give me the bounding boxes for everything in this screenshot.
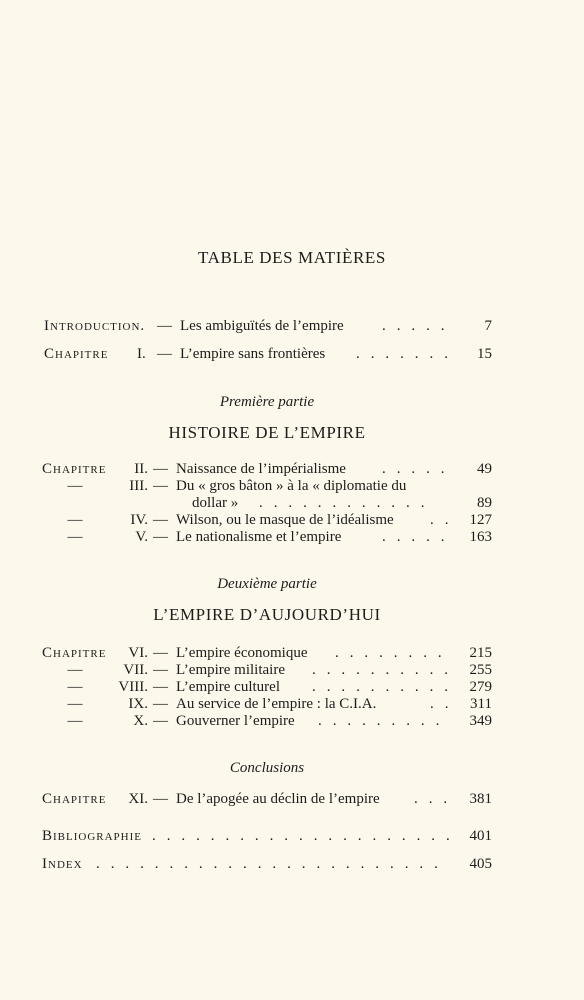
part-label: Deuxième partie <box>217 576 317 592</box>
toc-entry-index <box>0 856 584 874</box>
page-number: 279 <box>469 679 492 695</box>
entry-title: Les ambiguïtés de l’empire <box>180 318 344 334</box>
toc-entry-chapter-3 <box>0 478 584 496</box>
leader-dots: . . . . . . . . . . . . . . . . . . . . . <box>152 828 454 844</box>
part-title: HISTOIRE DE L’EMPIRE <box>168 423 366 442</box>
page-number: 163 <box>469 529 492 545</box>
entry-separator: — <box>153 512 168 528</box>
entry-label: Chapitre <box>42 461 107 477</box>
page-number: 15 <box>477 346 492 362</box>
part-label: Conclusions <box>229 760 305 776</box>
entry-label: — <box>67 696 83 712</box>
entry-label: — <box>67 529 83 545</box>
chapter-number: II. <box>134 461 148 477</box>
page-number: 405 <box>469 856 492 872</box>
leader-dots: . . . . . . . . . . <box>312 662 452 678</box>
chapter-number: VIII. <box>118 679 148 695</box>
entry-label: Bibliographie <box>42 828 142 844</box>
entry-title: Gouverner l’empire <box>176 713 295 729</box>
entry-separator: — <box>153 791 168 807</box>
entry-label: Index <box>42 856 83 872</box>
page-number: 255 <box>469 662 492 678</box>
leader-dots: . . . . . . . . . <box>318 713 443 729</box>
entry-label: Chapitre <box>44 346 109 362</box>
leader-dots: . . <box>430 512 453 528</box>
toc-entry-chapter-10 <box>0 713 584 731</box>
toc-entry-chapter-4 <box>0 512 584 530</box>
entry-title: Naissance de l’impérialisme <box>176 461 346 477</box>
entry-title: Au service de l’empire : la C.I.A. <box>176 696 377 712</box>
page-number: 127 <box>469 512 492 528</box>
page-number: 89 <box>477 495 492 511</box>
entry-separator: — <box>153 679 168 695</box>
entry-separator: — <box>153 645 168 661</box>
entry-title: L’empire culturel <box>176 679 280 695</box>
toc-entry-chapter-2 <box>0 461 584 479</box>
toc-entry-chapter-8 <box>0 679 584 697</box>
leader-dots: . . . . . . . . . . . . <box>259 495 429 511</box>
part-label: Première partie <box>219 394 315 410</box>
entry-separator: — <box>153 461 168 477</box>
page-number: 311 <box>470 696 492 712</box>
entry-title: L’empire économique <box>176 645 308 661</box>
toc-title: TABLE DES MATIÈRES <box>198 248 386 267</box>
entry-separator: — <box>153 478 168 494</box>
entry-label: — <box>67 478 83 494</box>
entry-label: Introduction. <box>44 318 146 334</box>
page-number: 49 <box>477 461 492 477</box>
chapter-number: IX. <box>128 696 148 712</box>
part-title: L’EMPIRE D’AUJOURD’HUI <box>153 605 381 624</box>
entry-title: L’empire sans frontières <box>180 346 326 362</box>
leader-dots: . . <box>430 696 453 712</box>
toc-entry-chapter-7 <box>0 662 584 680</box>
toc-entry-bibliography <box>0 828 584 846</box>
entry-separator: — <box>153 696 168 712</box>
leader-dots: . . . . . . . <box>356 346 452 362</box>
page-number: 7 <box>484 318 492 334</box>
entry-separator: — <box>153 529 168 545</box>
page-number: 215 <box>469 645 492 661</box>
chapter-number: X. <box>133 713 148 729</box>
toc-entry-chapter-3-continued <box>0 495 584 513</box>
leader-dots: . . . . . . . . . . . . . . . . . . . . . . . . <box>96 856 442 872</box>
chapter-number: IV. <box>130 512 148 528</box>
page-number: 401 <box>469 828 492 844</box>
toc-entry-chapter-6 <box>0 645 584 663</box>
toc-entry-chapter-11 <box>0 791 584 809</box>
toc-entry-chapter-9 <box>0 696 584 714</box>
entry-label: Chapitre <box>42 645 107 661</box>
entry-separator: — <box>157 346 172 362</box>
entry-title: Wilson, ou le masque de l’idéalisme <box>176 512 394 528</box>
entry-title-continued: dollar » <box>192 495 239 511</box>
entry-separator: — <box>153 662 168 678</box>
toc-entry-chapter-1 <box>0 346 584 364</box>
leader-dots: . . . . . <box>382 529 449 545</box>
chapter-number: VII. <box>123 662 148 678</box>
entry-title: L’empire militaire <box>176 662 285 678</box>
chapter-number: I. <box>137 346 146 362</box>
entry-title: Le nationalisme et l’empire <box>176 529 342 545</box>
entry-title: De l’apogée au déclin de l’empire <box>176 791 380 807</box>
entry-label: Chapitre <box>42 791 107 807</box>
page-number: 381 <box>469 791 492 807</box>
entry-label: — <box>67 679 83 695</box>
leader-dots: . . . . . <box>382 318 449 334</box>
toc-entry-chapter-5 <box>0 529 584 547</box>
leader-dots: . . . . . . . . <box>335 645 446 661</box>
entry-label: — <box>67 713 83 729</box>
leader-dots: . . . . . <box>382 461 449 477</box>
leader-dots: . . . . . . . . . . <box>312 679 452 695</box>
chapter-number: III. <box>129 478 148 494</box>
page-number: 349 <box>469 713 492 729</box>
entry-label: — <box>67 662 83 678</box>
chapter-number: V. <box>135 529 148 545</box>
leader-dots: . . . <box>414 791 451 807</box>
entry-separator: — <box>153 713 168 729</box>
chapter-number: XI. <box>128 791 148 807</box>
entry-label: — <box>67 512 83 528</box>
toc-entry-introduction <box>0 318 584 336</box>
chapter-number: VI. <box>128 645 148 661</box>
entry-separator: — <box>157 318 172 334</box>
entry-title: Du « gros bâton » à la « diplomatie du <box>176 478 407 494</box>
